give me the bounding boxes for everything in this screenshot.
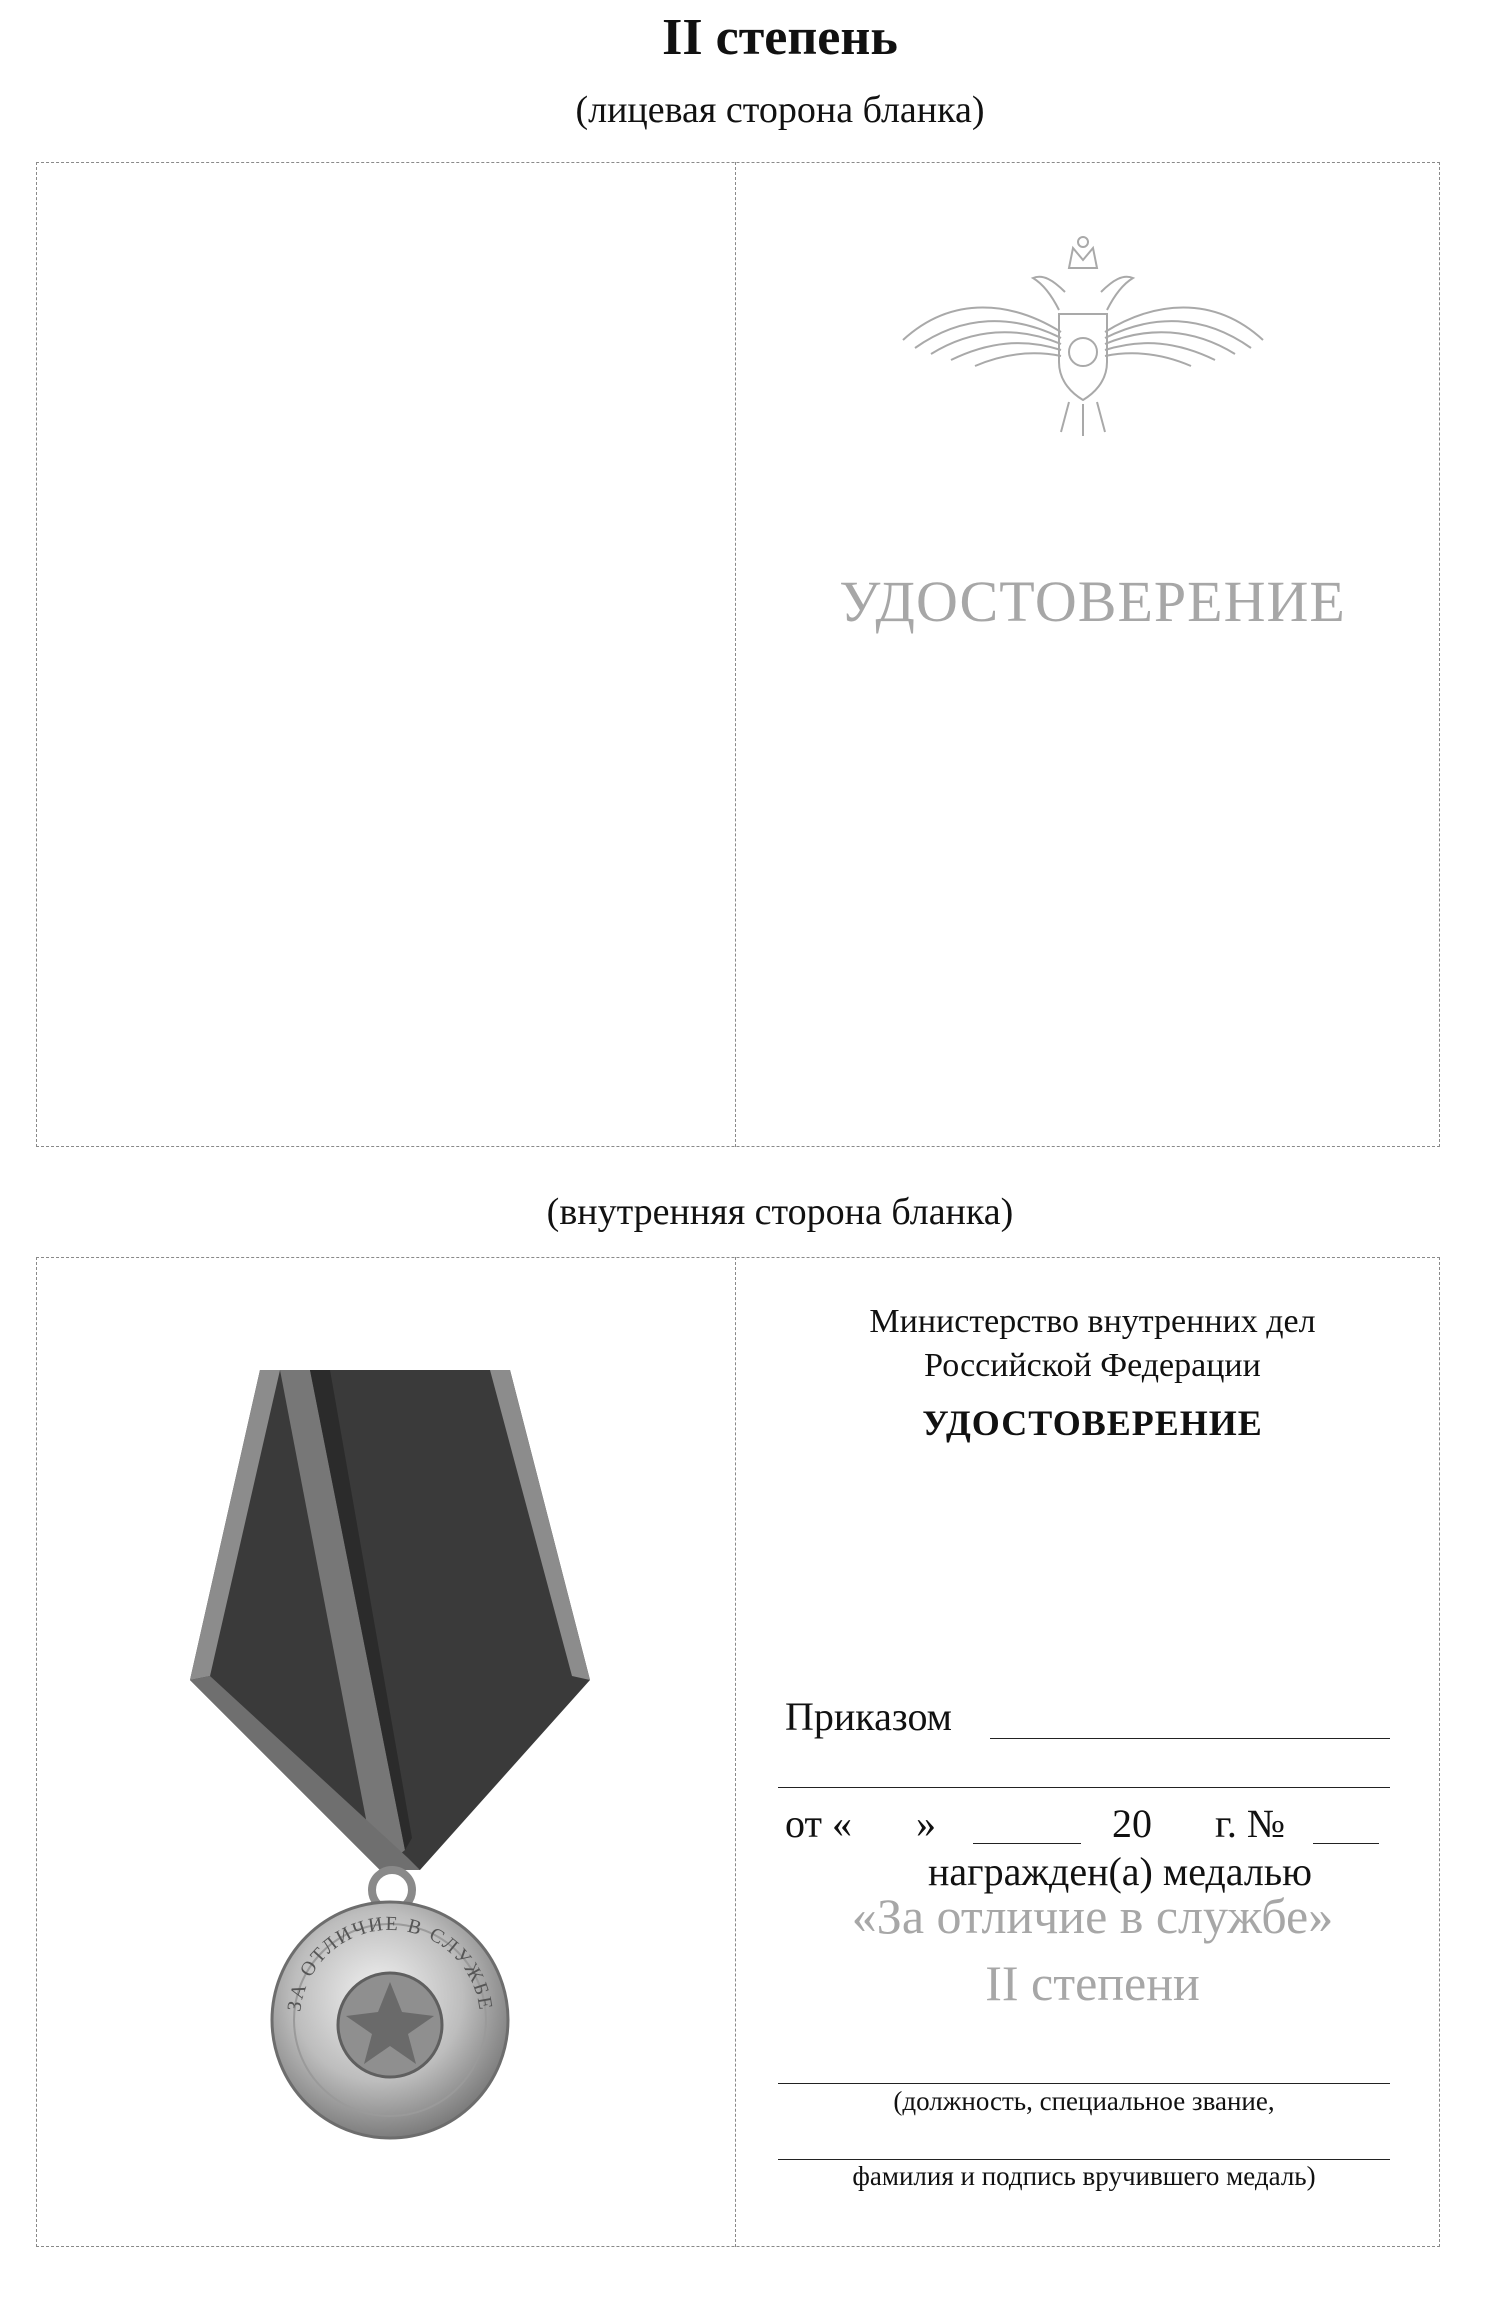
inner-side-caption: (внутренняя сторона бланка) xyxy=(546,1191,1014,1233)
footer-caption-1: (должность, специальное звание, xyxy=(893,2086,1275,2116)
front-fold-line xyxy=(735,162,736,1147)
month-blank-line xyxy=(973,1843,1081,1844)
number-blank-line xyxy=(1313,1843,1379,1844)
inner-fold-line xyxy=(735,1257,736,2247)
medal-name: «За отличие в службе» xyxy=(851,1888,1334,1944)
order-blank-line xyxy=(990,1738,1390,1739)
signature-line-1 xyxy=(778,2083,1390,2084)
mvd-eagle-emblem-icon xyxy=(893,222,1273,442)
number-label: г. № xyxy=(1215,1801,1286,1846)
ministry-heading xyxy=(745,1300,1440,1388)
front-side-caption: (лицевая сторона бланка) xyxy=(575,89,985,131)
ministry-line-2: Российской Федерации xyxy=(924,1347,1261,1384)
medal-with-ribbon-icon xyxy=(180,1370,620,2150)
date-close-quote: » xyxy=(916,1801,936,1846)
ministry-line-1: Министерство внутренних дел xyxy=(869,1303,1316,1340)
cover-title: УДОСТОВЕРЕНИЕ xyxy=(839,569,1346,634)
awarded-line: награжден(а) медалью xyxy=(928,1849,1312,1894)
year-prefix: 20 xyxy=(1112,1801,1152,1846)
medal-inscription: ЗА ОТЛИЧИЕ В СЛУЖБЕ xyxy=(283,1912,497,2013)
order-second-blank-line xyxy=(778,1787,1390,1788)
date-from-label: от « xyxy=(785,1801,852,1846)
degree-title: II степень xyxy=(662,9,898,66)
signature-line-2 xyxy=(778,2159,1390,2160)
footer-caption-2: фамилия и подпись вручившего медаль) xyxy=(852,2161,1316,2191)
order-label: Приказом xyxy=(785,1694,952,1739)
medal-degree: II степени xyxy=(985,1955,1200,2011)
inner-title: УДОСТОВЕРЕНИЕ xyxy=(922,1403,1263,1443)
